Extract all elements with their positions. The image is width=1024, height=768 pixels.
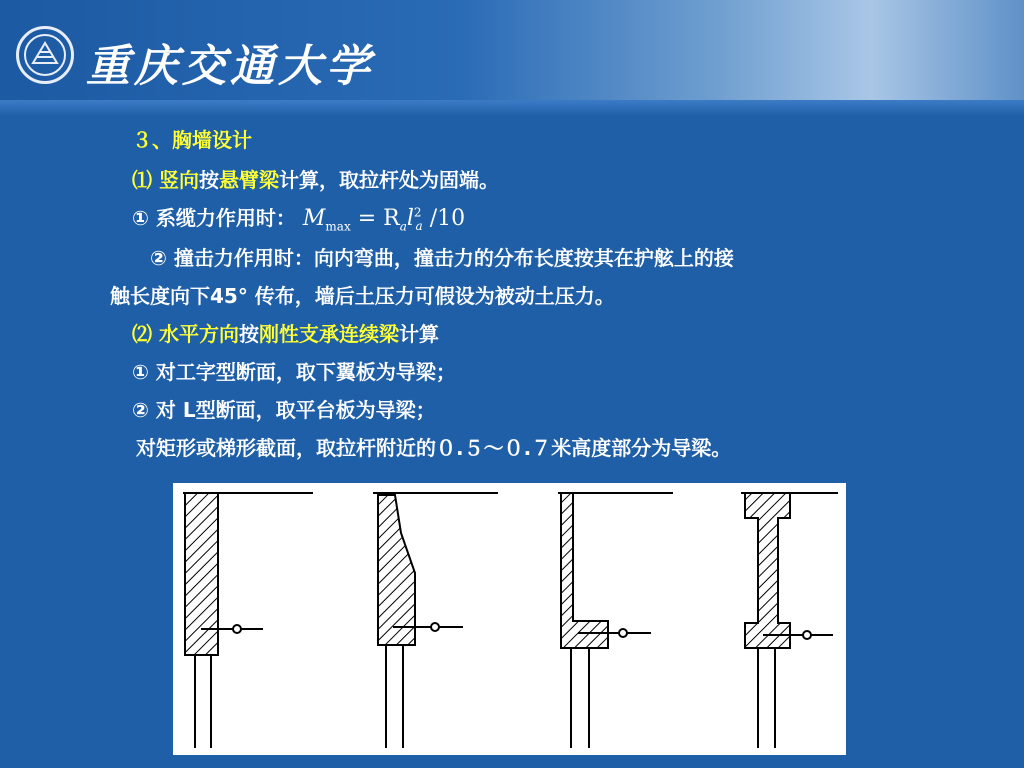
item-2-number: ⑵: [132, 322, 152, 346]
formula-m: M: [302, 206, 326, 231]
mooring-force-line: [132, 202, 465, 233]
trapezoidal-section: [373, 493, 498, 748]
item-2-beam-type: 刚性支承连续梁: [258, 322, 399, 346]
i-shaped-section: [741, 493, 838, 748]
impact-force-line-cont: 触长度向下45° 传布，墙后土压力可假设为被动土压力。: [110, 284, 615, 308]
item-1-direction: 竖向: [158, 168, 199, 192]
item-2-heading: [132, 318, 439, 347]
formula-eq-r: = R: [350, 206, 400, 231]
item-2-direction: 水平方向: [158, 322, 239, 346]
formula-l: l: [406, 206, 414, 231]
item-1-rest: 计算，取拉杆处为固端。: [278, 168, 499, 192]
rect-section-line: 对矩形或梯形截面，取拉杆附近的０.５～０.７米高度部分为导梁。: [136, 436, 732, 460]
university-name: 重庆交通大学: [86, 41, 374, 92]
formula-sub-max: max: [325, 219, 351, 234]
formula-sub-a2: a: [415, 219, 423, 234]
mooring-force-label: ① 系缆力作用时：: [132, 206, 296, 230]
item-1-beam-type: 悬臂梁: [218, 168, 279, 192]
l-section-line: ② 对 L型断面，取平台板为导梁；: [132, 398, 436, 422]
header-banner: [0, 0, 1024, 100]
item-1-connector: 按: [198, 168, 219, 192]
l-shaped-section: [558, 493, 673, 748]
section-heading: ３、胸墙设计: [132, 128, 252, 152]
item-1-heading: [132, 164, 499, 193]
item-2-rest: 计算: [398, 322, 439, 346]
header-divider: [0, 100, 1024, 116]
rectangular-section: [183, 493, 313, 748]
formula-div: /10: [422, 206, 466, 231]
cross-section-drawings: [173, 483, 846, 755]
item-2-connector: 按: [238, 322, 259, 346]
moment-formula: [302, 205, 466, 234]
item-1-number: ⑴: [132, 168, 152, 192]
cross-section-figure: [173, 483, 846, 755]
formula-exp: 2: [413, 205, 422, 220]
formula-sub-a: a: [399, 219, 407, 234]
impact-force-line: ② 撞击力作用时：向内弯曲，撞击力的分布长度按其在护舷上的接: [150, 246, 734, 270]
university-seal-icon: [16, 26, 74, 84]
i-section-line: ① 对工字型断面，取下翼板为导梁；: [132, 360, 456, 384]
